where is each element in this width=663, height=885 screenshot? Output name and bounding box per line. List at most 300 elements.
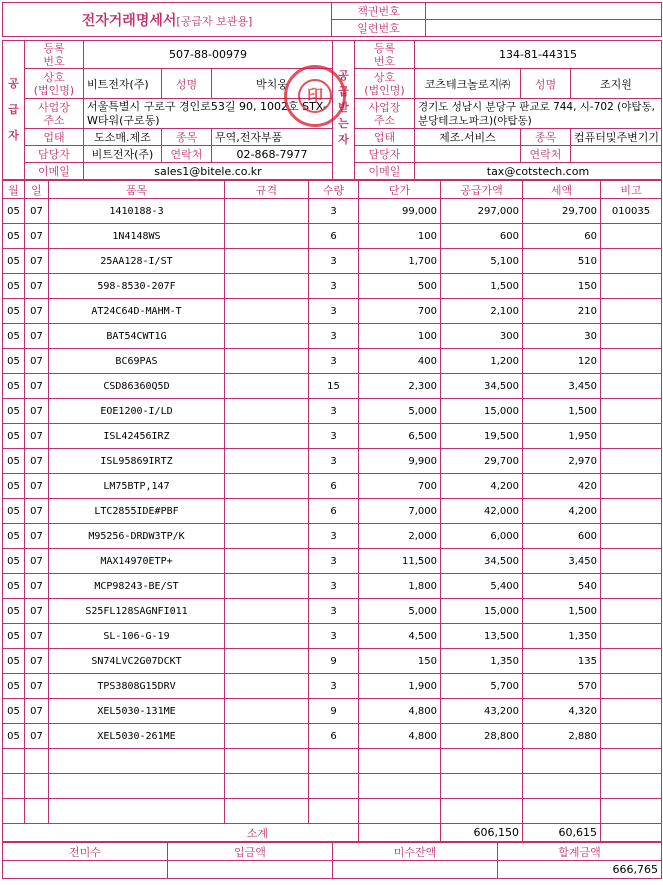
item-name: 1N4148WS — [49, 224, 225, 249]
item-tax: 600 — [523, 524, 601, 549]
item-spec — [225, 374, 309, 399]
unpaid-balance-value — [333, 861, 498, 879]
item-tax: 1,500 — [523, 599, 601, 624]
item-price: 7,000 — [359, 499, 441, 524]
item-price: 9,900 — [359, 449, 441, 474]
item-tax: 2,880 — [523, 724, 601, 749]
item-spec — [225, 199, 309, 224]
item-price: 1,900 — [359, 674, 441, 699]
item-tax: 30 — [523, 324, 601, 349]
item-name: 1410188-3 — [49, 199, 225, 224]
item-qty: 3 — [309, 274, 359, 299]
supplier-name: 비트전자(주) — [84, 69, 162, 99]
table-row — [3, 274, 662, 299]
item-supply: 34,500 — [441, 549, 523, 574]
supplier-addr-label: 사업장 주소 — [25, 99, 84, 129]
supplier-type: 도소매.제조 — [84, 129, 162, 146]
empty-cell — [25, 799, 49, 824]
item-price: 400 — [359, 349, 441, 374]
prev-unpaid-label: 전미수 — [3, 843, 168, 861]
item-name: BC69PAS — [49, 349, 225, 374]
seal-char: 印 — [306, 86, 323, 105]
item-spec — [225, 449, 309, 474]
item-supply: 5,100 — [441, 249, 523, 274]
item-price: 1,700 — [359, 249, 441, 274]
item-day: 07 — [25, 599, 49, 624]
item-spec — [225, 299, 309, 324]
item-name: SN74LVC2G07DCKT — [49, 649, 225, 674]
item-tax: 3,450 — [523, 549, 601, 574]
item-tax: 135 — [523, 649, 601, 674]
item-spec — [225, 424, 309, 449]
item-tax: 510 — [523, 249, 601, 274]
item-price: 4,800 — [359, 724, 441, 749]
table-row — [3, 574, 662, 599]
col-month: 월 — [3, 181, 25, 199]
item-day: 07 — [25, 249, 49, 274]
item-qty: 15 — [309, 374, 359, 399]
receiver-address: 경기도 성남시 분당구 판교로 744, 시-702 (야탑동,분당테크노파크)(야탑동) — [415, 99, 662, 129]
item-day: 07 — [25, 624, 49, 649]
supplier-item: 무역,전자부품 — [212, 129, 333, 146]
item-day: 07 — [25, 549, 49, 574]
item-qty: 3 — [309, 349, 359, 374]
item-name: ISL95869IRTZ — [49, 449, 225, 474]
item-note — [601, 324, 662, 349]
table-row — [3, 474, 662, 499]
item-note — [601, 549, 662, 574]
item-month: 05 — [3, 674, 25, 699]
item-spec — [225, 224, 309, 249]
empty-cell — [49, 799, 225, 824]
receiver-type: 제조.서비스 — [415, 129, 521, 146]
receiver-name-label: 상호 (법인명) — [355, 69, 415, 99]
empty-cell — [49, 774, 225, 799]
table-row — [3, 199, 662, 224]
receiver-contact-label: 연락처 — [521, 146, 571, 163]
item-note — [601, 699, 662, 724]
item-price: 2,300 — [359, 374, 441, 399]
table-row — [3, 724, 662, 749]
table-row — [3, 499, 662, 524]
item-price: 700 — [359, 474, 441, 499]
table-row — [3, 249, 662, 274]
item-spec — [225, 399, 309, 424]
col-note: 비고 — [601, 181, 662, 199]
item-qty: 3 — [309, 299, 359, 324]
item-qty: 6 — [309, 474, 359, 499]
col-qty: 수량 — [309, 181, 359, 199]
grand-total-label: 합계금액 — [498, 843, 662, 861]
item-note — [601, 374, 662, 399]
item-note — [601, 499, 662, 524]
item-price: 99,000 — [359, 199, 441, 224]
empty-cell — [225, 799, 309, 824]
subtotal-label: 소계 — [3, 824, 359, 842]
item-note — [601, 474, 662, 499]
receiver-manager-label: 담당자 — [355, 146, 415, 163]
item-note — [601, 424, 662, 449]
table-row — [3, 674, 662, 699]
book-no-value — [426, 3, 662, 20]
item-name: BAT54CWT1G — [49, 324, 225, 349]
parties-table — [2, 40, 662, 180]
empty-cell — [225, 749, 309, 774]
supplier-ceo-label: 성명 — [162, 69, 212, 99]
table-row — [3, 324, 662, 349]
serial-no-label: 일련번호 — [332, 20, 426, 37]
receiver-side-label: 공급받는자 — [333, 41, 355, 180]
empty-cell — [49, 749, 225, 774]
empty-cell — [601, 749, 662, 774]
item-tax: 120 — [523, 349, 601, 374]
empty-cell — [3, 749, 25, 774]
item-supply: 34,500 — [441, 374, 523, 399]
item-price: 4,500 — [359, 624, 441, 649]
items-header — [3, 181, 662, 199]
item-supply: 19,500 — [441, 424, 523, 449]
item-supply: 1,500 — [441, 274, 523, 299]
item-month: 05 — [3, 474, 25, 499]
item-name: TPS3808G15DRV — [49, 674, 225, 699]
item-note — [601, 524, 662, 549]
supplier-contact: 02-868-7977 — [212, 146, 333, 163]
item-day: 07 — [25, 224, 49, 249]
table-row — [3, 424, 662, 449]
item-tax: 210 — [523, 299, 601, 324]
transaction-statement — [2, 2, 661, 882]
item-spec — [225, 574, 309, 599]
item-supply: 5,700 — [441, 674, 523, 699]
table-row — [3, 524, 662, 549]
supplier-side-label: 공급자 — [3, 41, 25, 180]
receiver-name: 코츠테크놀로지㈜ — [415, 69, 521, 99]
item-spec — [225, 724, 309, 749]
grand-total-value: 666,765 — [498, 861, 662, 879]
item-supply: 1,200 — [441, 349, 523, 374]
item-month: 05 — [3, 574, 25, 599]
receiver-manager — [415, 146, 521, 163]
page-title — [3, 3, 332, 37]
table-row — [3, 624, 662, 649]
item-day: 07 — [25, 574, 49, 599]
empty-cell — [25, 774, 49, 799]
empty-cell — [309, 774, 359, 799]
item-tax: 29,700 — [523, 199, 601, 224]
col-item: 품목 — [49, 181, 225, 199]
item-supply: 1,350 — [441, 649, 523, 674]
summary-table — [2, 842, 662, 879]
supplier-email-label: 이메일 — [25, 163, 84, 180]
item-name: XEL5030-261ME — [49, 724, 225, 749]
item-month: 05 — [3, 249, 25, 274]
receiver-ceo: 조지원 — [571, 69, 662, 99]
item-month: 05 — [3, 424, 25, 449]
subtotal-row — [3, 824, 662, 842]
subtotal-price-cell — [359, 824, 441, 842]
item-note — [601, 274, 662, 299]
empty-row — [3, 799, 662, 824]
empty-cell — [359, 749, 441, 774]
item-tax: 1,350 — [523, 624, 601, 649]
item-month: 05 — [3, 624, 25, 649]
item-day: 07 — [25, 524, 49, 549]
item-price: 5,000 — [359, 599, 441, 624]
receiver-reg-label: 등록 번호 — [355, 41, 415, 69]
item-qty: 6 — [309, 224, 359, 249]
item-qty: 3 — [309, 324, 359, 349]
item-name: MCP98243-BE/ST — [49, 574, 225, 599]
item-price: 6,500 — [359, 424, 441, 449]
item-month: 05 — [3, 349, 25, 374]
item-qty: 3 — [309, 524, 359, 549]
receiver-item-label: 종목 — [521, 129, 571, 146]
item-price: 4,800 — [359, 699, 441, 724]
received-value — [168, 861, 333, 879]
supplier-reg-no: 507-88-00979 — [84, 41, 333, 69]
empty-cell — [3, 799, 25, 824]
item-qty: 3 — [309, 249, 359, 274]
item-price: 150 — [359, 649, 441, 674]
item-name: 25AA128-I/ST — [49, 249, 225, 274]
empty-cell — [441, 799, 523, 824]
item-supply: 13,500 — [441, 624, 523, 649]
item-month: 05 — [3, 524, 25, 549]
item-note — [601, 249, 662, 274]
item-qty: 9 — [309, 649, 359, 674]
item-day: 07 — [25, 199, 49, 224]
item-spec — [225, 249, 309, 274]
item-supply: 600 — [441, 224, 523, 249]
item-tax: 150 — [523, 274, 601, 299]
receiver-email-label: 이메일 — [355, 163, 415, 180]
item-note — [601, 624, 662, 649]
title-subtitle: [공급자 보관용] — [176, 14, 253, 28]
item-note — [601, 449, 662, 474]
item-name: LTC2855IDE#PBF — [49, 499, 225, 524]
item-month: 05 — [3, 449, 25, 474]
item-price: 700 — [359, 299, 441, 324]
item-supply: 5,400 — [441, 574, 523, 599]
item-note — [601, 299, 662, 324]
col-price: 단가 — [359, 181, 441, 199]
item-day: 07 — [25, 324, 49, 349]
item-supply: 15,000 — [441, 399, 523, 424]
empty-cell — [441, 749, 523, 774]
item-spec — [225, 599, 309, 624]
item-spec — [225, 349, 309, 374]
item-name: AT24C64D-MAHM-T — [49, 299, 225, 324]
item-spec — [225, 274, 309, 299]
item-name: M95256-DRDW3TP/K — [49, 524, 225, 549]
item-tax: 1,950 — [523, 424, 601, 449]
item-note — [601, 399, 662, 424]
item-qty: 3 — [309, 449, 359, 474]
item-qty: 3 — [309, 549, 359, 574]
item-price: 100 — [359, 224, 441, 249]
serial-no-value — [426, 20, 662, 37]
col-supply: 공급가액 — [441, 181, 523, 199]
empty-cell — [523, 774, 601, 799]
subtotal-tax: 60,615 — [523, 824, 601, 842]
table-row — [3, 599, 662, 624]
item-spec — [225, 474, 309, 499]
empty-cell — [3, 774, 25, 799]
item-name: S25FL128SAGNFI011 — [49, 599, 225, 624]
item-qty: 6 — [309, 724, 359, 749]
item-month: 05 — [3, 499, 25, 524]
subtotal-note-cell — [601, 824, 662, 842]
item-qty: 3 — [309, 574, 359, 599]
supplier-type-label: 업태 — [25, 129, 84, 146]
receiver-type-label: 업태 — [355, 129, 415, 146]
item-price: 500 — [359, 274, 441, 299]
item-name: 598-8530-207F — [49, 274, 225, 299]
receiver-addr-label: 사업장 주소 — [355, 99, 415, 129]
item-tax: 4,200 — [523, 499, 601, 524]
supplier-item-label: 종목 — [162, 129, 212, 146]
table-row — [3, 374, 662, 399]
item-month: 05 — [3, 549, 25, 574]
table-row — [3, 349, 662, 374]
receiver-email: tax@cotstech.com — [415, 163, 662, 180]
items-table — [2, 180, 662, 842]
item-supply: 28,800 — [441, 724, 523, 749]
empty-cell — [25, 749, 49, 774]
item-supply: 43,200 — [441, 699, 523, 724]
item-tax: 2,970 — [523, 449, 601, 474]
col-day: 일 — [25, 181, 49, 199]
supplier-manager: 비트전자(주) — [84, 146, 162, 163]
item-spec — [225, 324, 309, 349]
item-name: XEL5030-131ME — [49, 699, 225, 724]
table-row — [3, 224, 662, 249]
title-text: 전자거래명세서 — [81, 12, 177, 29]
empty-cell — [309, 749, 359, 774]
item-month: 05 — [3, 399, 25, 424]
item-qty: 6 — [309, 499, 359, 524]
item-name: CSD86360Q5D — [49, 374, 225, 399]
item-day: 07 — [25, 649, 49, 674]
item-note: 010035 — [601, 199, 662, 224]
table-row — [3, 699, 662, 724]
item-month: 05 — [3, 649, 25, 674]
item-supply: 2,100 — [441, 299, 523, 324]
supplier-name-label: 상호 (법인명) — [25, 69, 84, 99]
item-supply: 4,200 — [441, 474, 523, 499]
item-day: 07 — [25, 399, 49, 424]
item-qty: 3 — [309, 599, 359, 624]
item-note — [601, 599, 662, 624]
supplier-reg-label: 등록 번호 — [25, 41, 84, 69]
item-day: 07 — [25, 424, 49, 449]
item-month: 05 — [3, 599, 25, 624]
item-tax: 540 — [523, 574, 601, 599]
item-tax: 420 — [523, 474, 601, 499]
supplier-address: 서울특별시 구로구 경인로53길 90, 1002호 STX-W타워(구로동) — [84, 99, 333, 129]
item-tax: 4,320 — [523, 699, 601, 724]
item-day: 07 — [25, 299, 49, 324]
table-row — [3, 299, 662, 324]
received-label: 입금액 — [168, 843, 333, 861]
item-note — [601, 574, 662, 599]
item-spec — [225, 649, 309, 674]
item-qty: 3 — [309, 399, 359, 424]
item-supply: 297,000 — [441, 199, 523, 224]
item-note — [601, 649, 662, 674]
item-supply: 300 — [441, 324, 523, 349]
empty-cell — [359, 774, 441, 799]
item-tax: 3,450 — [523, 374, 601, 399]
item-day: 07 — [25, 499, 49, 524]
item-price: 2,000 — [359, 524, 441, 549]
empty-cell — [225, 774, 309, 799]
item-supply: 29,700 — [441, 449, 523, 474]
item-month: 05 — [3, 274, 25, 299]
item-supply: 6,000 — [441, 524, 523, 549]
receiver-ceo-label: 성명 — [521, 69, 571, 99]
receiver-contact — [571, 146, 662, 163]
empty-row — [3, 749, 662, 774]
item-spec — [225, 699, 309, 724]
item-tax: 570 — [523, 674, 601, 699]
item-spec — [225, 624, 309, 649]
item-month: 05 — [3, 224, 25, 249]
empty-cell — [309, 799, 359, 824]
item-day: 07 — [25, 449, 49, 474]
item-tax: 60 — [523, 224, 601, 249]
empty-cell — [523, 799, 601, 824]
item-qty: 3 — [309, 674, 359, 699]
item-price: 1,800 — [359, 574, 441, 599]
item-spec — [225, 524, 309, 549]
receiver-reg-no: 134-81-44315 — [415, 41, 662, 69]
item-note — [601, 349, 662, 374]
table-row — [3, 449, 662, 474]
empty-row — [3, 774, 662, 799]
table-row — [3, 649, 662, 674]
item-price: 11,500 — [359, 549, 441, 574]
unpaid-balance-label: 미수잔액 — [333, 843, 498, 861]
item-month: 05 — [3, 724, 25, 749]
item-name: EOE1200-I/LD — [49, 399, 225, 424]
supplier-contact-label: 연락처 — [162, 146, 212, 163]
item-month: 05 — [3, 699, 25, 724]
item-day: 07 — [25, 699, 49, 724]
item-day: 07 — [25, 724, 49, 749]
item-name: LM75BTP,147 — [49, 474, 225, 499]
supplier-ceo: 박치웅 — [212, 69, 333, 99]
item-spec — [225, 674, 309, 699]
col-tax: 세액 — [523, 181, 601, 199]
book-no-label: 책권번호 — [332, 3, 426, 20]
empty-cell — [523, 749, 601, 774]
item-month: 05 — [3, 299, 25, 324]
item-month: 05 — [3, 199, 25, 224]
item-price: 100 — [359, 324, 441, 349]
item-qty: 9 — [309, 699, 359, 724]
empty-cell — [601, 799, 662, 824]
item-note — [601, 724, 662, 749]
item-month: 05 — [3, 324, 25, 349]
item-qty: 3 — [309, 199, 359, 224]
receiver-item: 컴퓨터및주변기기 — [571, 129, 662, 146]
table-row — [3, 399, 662, 424]
supplier-manager-label: 담당자 — [25, 146, 84, 163]
item-day: 07 — [25, 349, 49, 374]
empty-cell — [441, 774, 523, 799]
empty-cell — [359, 799, 441, 824]
